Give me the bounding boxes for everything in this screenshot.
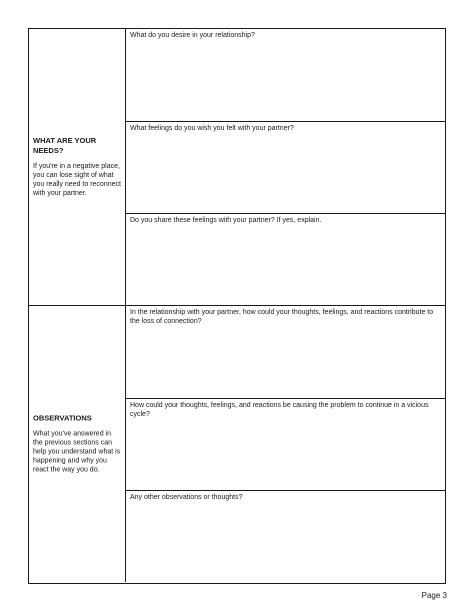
needs-label-cell xyxy=(29,29,126,305)
other-observations-prompt: Any other observations or thoughts? xyxy=(130,494,243,501)
page-number: Page 3 xyxy=(421,591,447,600)
contribution-answer-box[interactable] xyxy=(126,306,445,399)
needs-description: If you're in a negative place, you can lose sight of what you really need to reconnect with your partner. xyxy=(33,162,121,197)
feelings-answer-box[interactable] xyxy=(126,122,445,214)
feelings-prompt: What feelings do you wish you felt with your partner? xyxy=(130,125,294,132)
observations-description: What you've answered in the previous sections can help you understand what is happening and why you react the way you do. xyxy=(33,430,121,474)
vicious-cycle-answer-box[interactable] xyxy=(126,399,445,491)
observations-label-cell xyxy=(29,306,126,582)
contribution-prompt: In the relationship with your partner, how could your thoughts, feelings, and reactions contribute to the loss of connection? xyxy=(130,309,434,326)
needs-heading: WHAT ARE YOUR NEEDS? xyxy=(33,136,97,155)
share-feelings-prompt: Do you share these feelings with your partner? If yes, explain. xyxy=(130,217,322,224)
needs-section xyxy=(29,29,445,306)
observations-heading: OBSERVATIONS xyxy=(33,413,92,423)
vicious-cycle-prompt: How could your thoughts, feelings, and reactions be causing the problem to continue in a vicious cycle? xyxy=(130,402,429,419)
other-observations-answer-box[interactable] xyxy=(126,491,445,582)
worksheet-table xyxy=(28,28,446,584)
share-feelings-answer-box[interactable] xyxy=(126,214,445,306)
desire-answer-box[interactable] xyxy=(126,29,445,122)
observations-section xyxy=(29,306,445,582)
desire-prompt: What do you desire in your relationship? xyxy=(130,32,255,39)
